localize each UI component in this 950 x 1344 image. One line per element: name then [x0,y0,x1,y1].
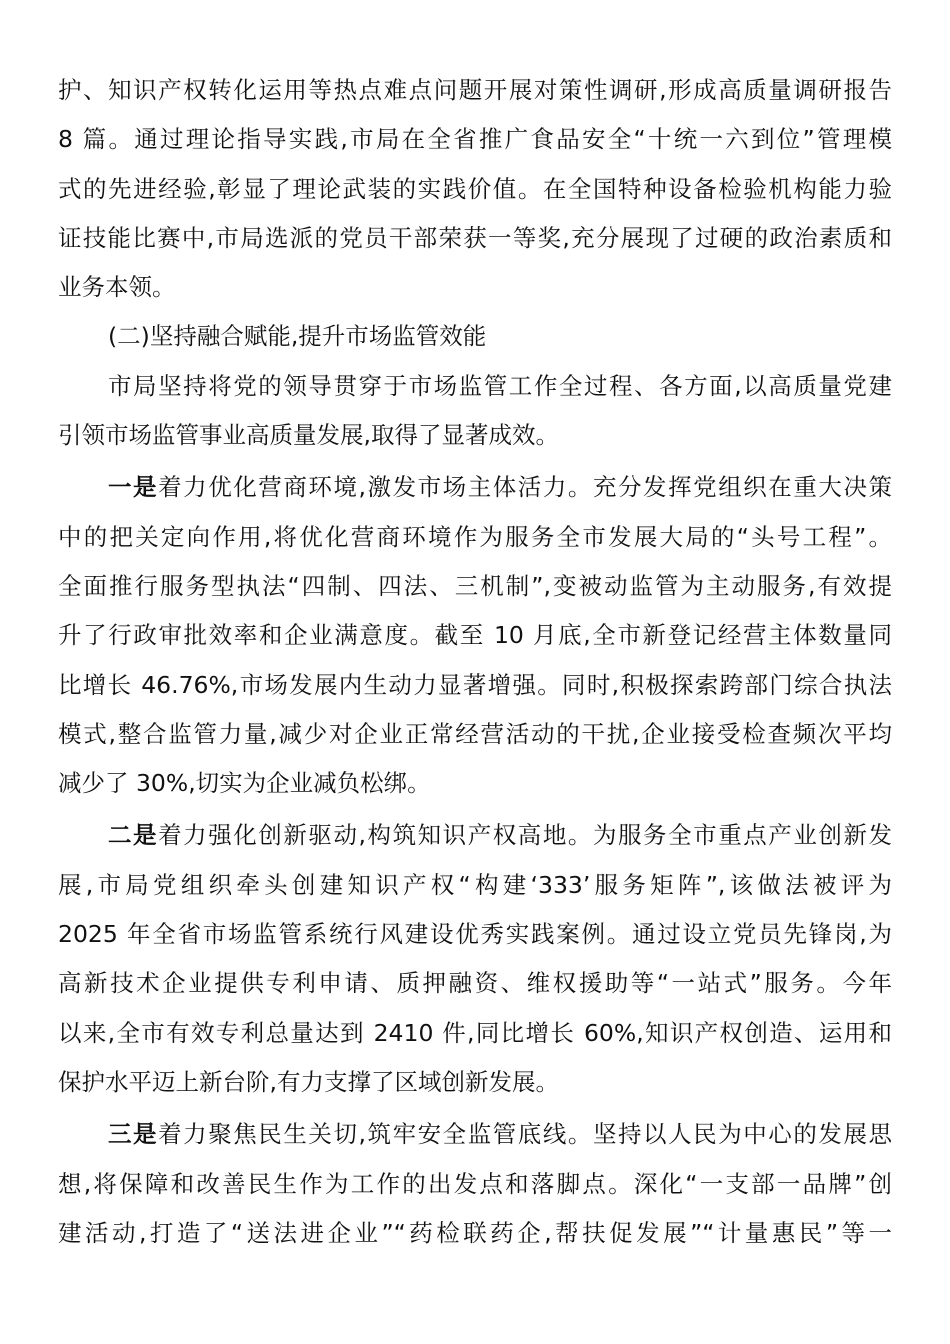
text-line: 2025 年全省市场监管系统行风建设优秀实践案例。通过设立党员先锋岗,为 [58,920,892,949]
text-line: 中的把关定向作用,将优化营商环境作为服务全市发展大局的“头号工程”。 [58,522,892,551]
text-line: 建活动,打造了“送法进企业”“药检联药企,帮扶促发展”“计量惠民”等一 [58,1218,892,1247]
text-line-content: 着力聚焦民生关切,筑牢安全监管底线。坚持以人民为中心的发展思 [158,1120,892,1149]
text-line: 以来,全市有效专利总量达到 2410 件,同比增长 60%,知识产权创造、运用和 [58,1018,892,1047]
paragraph-point-two [58,815,892,1111]
text-line: 业务本领。 [58,273,176,302]
text-line: 市局坚持将党的领导贯穿于市场监管工作全过程、各方面,以高质量党建 [108,371,892,400]
text-line: 减少了 30%,切实为企业减负松绑。 [58,769,431,798]
text-line: 全面推行服务型执法“四制、四法、三机制”,变被动监管为主动服务,有效提 [58,571,892,600]
lead-label: 二是 [108,821,159,850]
text-line: 8 篇。通过理论指导实践,市局在全省推广食品安全“十统一六到位”管理模 [58,125,892,154]
text-line: 模式,整合监管力量,减少对企业正常经营活动的干扰,企业接受检查频次平均 [58,719,892,748]
text-line: 护、知识产权转化运用等热点难点问题开展对策性调研,形成高质量调研报告 [58,76,892,104]
text-line: 展,市局党组织牵头创建知识产权“构建‘333’服务矩阵”,该做法被评为 [58,870,892,899]
text-line: 引领市场监管事业高质量发展,取得了显著成效。 [58,421,559,450]
text-line: 想,将保障和改善民生作为工作的出发点和落脚点。深化“一支部一品牌”创 [58,1169,892,1198]
text-line: 升了行政审批效率和企业满意度。截至 10 月底,全市新登记经营主体数量同 [58,621,892,650]
text-line: 比增长 46.76%,市场发展内生动力显著增强。同时,积极探索跨部门综合执法 [58,670,892,699]
paragraph-intro [58,366,892,465]
text-line [58,1114,892,1163]
lead-label: 三是 [108,1120,159,1149]
text-line-content: 着力强化创新驱动,构筑知识产权高地。为服务全市重点产业创新发 [158,821,892,850]
section-heading-text: (二)坚持融合赋能,提升市场监管效能 [108,322,487,351]
text-line: 式的先进经验,彰显了理论武装的实践价值。在全国特种设备检验机构能力验 [58,174,892,203]
text-line: 证技能比赛中,市局选派的党员干部荣获一等奖,充分展现了过硬的政治素质和 [58,223,892,252]
text-line [58,467,892,516]
text-line: 保护水平迈上新台阶,有力支撑了区域创新发展。 [58,1067,559,1096]
paragraph-point-one [58,467,892,812]
text-line-content: 着力优化营商环境,激发市场主体活力。充分发挥党组织在重大决策 [158,473,892,502]
section-heading [58,316,892,365]
text-line [58,815,892,864]
text-line: 高新技术企业提供专利申请、质押融资、维权援助等“一站式”服务。今年 [58,969,892,998]
lead-label: 一是 [108,473,159,502]
document-page [58,70,892,1262]
paragraph-point-three [58,1114,892,1262]
paragraph-continuation [58,70,892,316]
